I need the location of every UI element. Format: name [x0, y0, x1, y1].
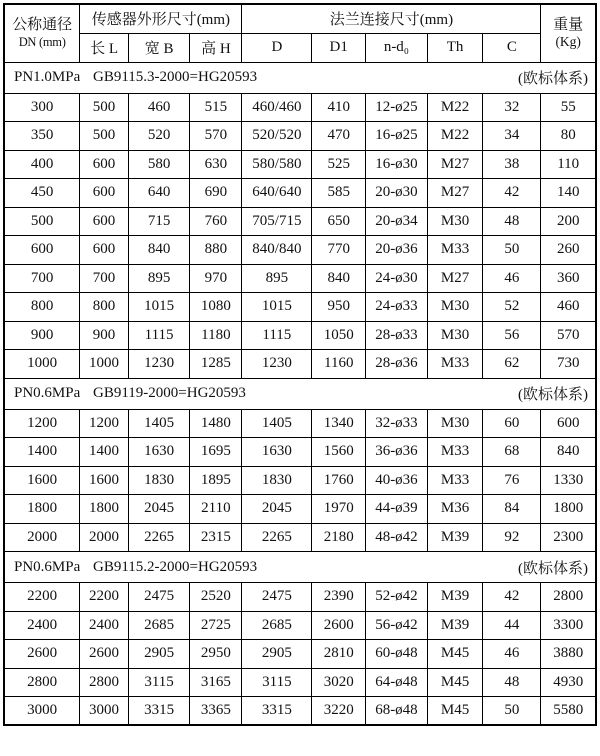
table-cell: 44: [483, 611, 541, 640]
table-cell: 46: [483, 640, 541, 669]
table-cell: M33: [427, 466, 483, 495]
table-row: [4, 207, 596, 236]
col-header-width-b: 宽 B: [128, 33, 190, 62]
table-cell: 3115: [128, 668, 190, 697]
table-row: [4, 640, 596, 669]
table-cell: 56: [483, 321, 541, 350]
table-cell: 62: [483, 350, 541, 379]
col-header-dn-title: 公称通径: [12, 17, 73, 34]
table-cell: 24-ø33: [366, 293, 428, 322]
table-cell: 900: [4, 321, 80, 350]
table-cell: 600: [80, 236, 129, 265]
table-cell: 1830: [242, 466, 312, 495]
table-cell: 16-ø30: [366, 150, 428, 179]
table-cell: 3220: [312, 697, 366, 726]
col-header-th: Th: [427, 33, 483, 62]
table-cell: 1405: [128, 409, 190, 438]
section-standard-code: GB9115.2-2000=HG20593: [93, 558, 258, 575]
col-header-weight-title: 重量: [553, 16, 584, 33]
table-cell: 55: [541, 93, 596, 122]
table-cell: 3880: [541, 640, 596, 669]
section-system-note: (欧标体系): [518, 560, 588, 577]
col-header-d1: D1: [312, 33, 366, 62]
table-row: [4, 350, 596, 379]
col-header-weight-unit: (Kg): [555, 34, 581, 50]
table-cell: 570: [190, 122, 242, 151]
table-cell: 2000: [80, 523, 129, 552]
table-cell: 28-ø33: [366, 321, 428, 350]
table-cell: 2180: [312, 523, 366, 552]
table-cell: 5580: [541, 697, 596, 726]
table-row: [4, 179, 596, 208]
section-system-note: (欧标体系): [518, 71, 588, 87]
table-cell: 3165: [190, 668, 242, 697]
table-cell: 700: [4, 264, 80, 293]
table-cell: 410: [312, 93, 366, 122]
table-cell: 500: [4, 207, 80, 236]
table-cell: 20-ø34: [366, 207, 428, 236]
table-cell: 2905: [242, 640, 312, 669]
table-cell: 600: [80, 150, 129, 179]
section-header-row: [4, 62, 596, 93]
table-cell: 1760: [312, 466, 366, 495]
table-cell: 36-ø36: [366, 438, 428, 467]
table-cell: 56-ø42: [366, 611, 428, 640]
table-row: [4, 236, 596, 265]
table-row: [4, 264, 596, 293]
table-row: [4, 409, 596, 438]
table-cell: 2400: [4, 611, 80, 640]
table-cell: 2300: [541, 523, 596, 552]
table-cell: 460: [128, 93, 190, 122]
table-cell: 3000: [80, 697, 129, 726]
col-header-dn: [4, 4, 80, 62]
table-cell: M36: [427, 495, 483, 524]
table-cell: M33: [427, 350, 483, 379]
section-header-cell: [4, 378, 596, 409]
table-cell: 260: [541, 236, 596, 265]
table-cell: 500: [80, 122, 129, 151]
section-pressure-rating: PN1.0MPa: [14, 69, 81, 85]
table-cell: 470: [312, 122, 366, 151]
table-cell: 2200: [4, 583, 80, 612]
table-cell: 1480: [190, 409, 242, 438]
table-cell: 705/715: [242, 207, 312, 236]
table-cell: 68-ø48: [366, 697, 428, 726]
table-cell: 1330: [541, 466, 596, 495]
table-row: [4, 668, 596, 697]
table-cell: 60: [483, 409, 541, 438]
table-cell: 1000: [80, 350, 129, 379]
table-cell: 1340: [312, 409, 366, 438]
table-cell: 1015: [128, 293, 190, 322]
table-cell: 585: [312, 179, 366, 208]
table-cell: 1180: [190, 321, 242, 350]
table-cell: 2200: [80, 583, 129, 612]
table-cell: 12-ø25: [366, 93, 428, 122]
table-cell: 64-ø48: [366, 668, 428, 697]
table-cell: 34: [483, 122, 541, 151]
table-cell: 200: [541, 207, 596, 236]
table-cell: 2800: [541, 583, 596, 612]
table-cell: 1695: [190, 438, 242, 467]
table-cell: 1560: [312, 438, 366, 467]
table-cell: 4930: [541, 668, 596, 697]
section-standard-code: GB9115.3-2000=HG20593: [93, 69, 258, 85]
table-cell: 1600: [4, 466, 80, 495]
table-cell: 600: [80, 207, 129, 236]
table-cell: 840: [128, 236, 190, 265]
table-cell: 450: [4, 179, 80, 208]
table-cell: 16-ø25: [366, 122, 428, 151]
table-cell: 525: [312, 150, 366, 179]
table-cell: 28-ø36: [366, 350, 428, 379]
table-cell: 715: [128, 207, 190, 236]
table-cell: 700: [80, 264, 129, 293]
table-cell: 42: [483, 179, 541, 208]
table-cell: 730: [541, 350, 596, 379]
table-cell: 800: [4, 293, 80, 322]
table-cell: 2475: [242, 583, 312, 612]
table-cell: 2600: [312, 611, 366, 640]
table-cell: 1200: [4, 409, 80, 438]
table-row: [4, 150, 596, 179]
table-cell: M27: [427, 264, 483, 293]
table-cell: 640: [128, 179, 190, 208]
col-header-height-h: 高 H: [190, 33, 242, 62]
col-header-dn-unit: DN (mm): [18, 34, 66, 49]
col-header-n-d0: n-d₀: [366, 33, 428, 62]
section-header-cell: [4, 552, 596, 583]
table-cell: 640/640: [242, 179, 312, 208]
table-cell: 1230: [242, 350, 312, 379]
table-cell: 895: [128, 264, 190, 293]
table-header: [4, 4, 596, 62]
table-cell: 840/840: [242, 236, 312, 265]
table-cell: 2800: [80, 668, 129, 697]
col-group-flange-dimensions: 法兰连接尺寸(mm): [242, 4, 541, 33]
col-group-sensor-dimensions: 传感器外形尺寸(mm): [80, 4, 242, 33]
table-cell: 2600: [4, 640, 80, 669]
table-cell: 2400: [80, 611, 129, 640]
table-cell: 1050: [312, 321, 366, 350]
table-row: [4, 293, 596, 322]
table-cell: 895: [242, 264, 312, 293]
table-cell: 2725: [190, 611, 242, 640]
table-cell: 770: [312, 236, 366, 265]
table-row: [4, 523, 596, 552]
table-cell: 2265: [128, 523, 190, 552]
table-row: [4, 495, 596, 524]
table-cell: 48-ø42: [366, 523, 428, 552]
table-cell: 1230: [128, 350, 190, 379]
table-cell: 2800: [4, 668, 80, 697]
table-cell: M22: [427, 122, 483, 151]
table-cell: 600: [4, 236, 80, 265]
table-cell: 50: [483, 697, 541, 726]
section-pressure-rating: PN0.6MPa: [14, 558, 81, 575]
table-cell: 1080: [190, 293, 242, 322]
table-cell: 1405: [242, 409, 312, 438]
table-cell: 20-ø30: [366, 179, 428, 208]
col-header-d: D: [242, 33, 312, 62]
table-cell: 1970: [312, 495, 366, 524]
section-pressure-rating: PN0.6MPa: [14, 385, 81, 401]
table-cell: 1800: [4, 495, 80, 524]
table-cell: 68: [483, 438, 541, 467]
table-cell: 40-ø36: [366, 466, 428, 495]
table-cell: 1000: [4, 350, 80, 379]
table-cell: 24-ø30: [366, 264, 428, 293]
table-cell: 3315: [242, 697, 312, 726]
table-cell: 2950: [190, 640, 242, 669]
table-cell: 52-ø42: [366, 583, 428, 612]
table-cell: 38: [483, 150, 541, 179]
table-cell: M45: [427, 697, 483, 726]
col-header-length-l: 长 L: [80, 33, 129, 62]
table-cell: 600: [541, 409, 596, 438]
table-cell: 1160: [312, 350, 366, 379]
table-cell: 3300: [541, 611, 596, 640]
table-cell: 3020: [312, 668, 366, 697]
table-cell: M33: [427, 236, 483, 265]
table-cell: 2685: [128, 611, 190, 640]
table-cell: 84: [483, 495, 541, 524]
table-cell: M45: [427, 640, 483, 669]
table-cell: 2045: [128, 495, 190, 524]
table-cell: 460/460: [242, 93, 312, 122]
table-cell: 2520: [190, 583, 242, 612]
table-cell: 140: [541, 179, 596, 208]
table-cell: 580: [128, 150, 190, 179]
table-cell: 880: [190, 236, 242, 265]
table-cell: 630: [190, 150, 242, 179]
table-cell: 1285: [190, 350, 242, 379]
table-cell: 1895: [190, 466, 242, 495]
table-cell: 1200: [80, 409, 129, 438]
table-cell: 52: [483, 293, 541, 322]
table-cell: M27: [427, 150, 483, 179]
table-cell: M45: [427, 668, 483, 697]
table-cell: 1400: [80, 438, 129, 467]
table-cell: 690: [190, 179, 242, 208]
table-cell: 2475: [128, 583, 190, 612]
table-cell: 3115: [242, 668, 312, 697]
table-cell: 2000: [4, 523, 80, 552]
table-cell: M27: [427, 179, 483, 208]
table-cell: 600: [80, 179, 129, 208]
table-cell: 2905: [128, 640, 190, 669]
table-cell: 20-ø36: [366, 236, 428, 265]
table-cell: 32: [483, 93, 541, 122]
table-cell: 32-ø33: [366, 409, 428, 438]
table-cell: 350: [4, 122, 80, 151]
table-cell: 1400: [4, 438, 80, 467]
table-row: [4, 466, 596, 495]
table-cell: 3315: [128, 697, 190, 726]
table-cell: 46: [483, 264, 541, 293]
table-cell: 76: [483, 466, 541, 495]
table-cell: 570: [541, 321, 596, 350]
table-cell: 950: [312, 293, 366, 322]
section-standard-code: GB9119-2000=HG20593: [93, 385, 246, 401]
table-row: [4, 611, 596, 640]
table-row: [4, 438, 596, 467]
table-cell: 840: [541, 438, 596, 467]
table-cell: 2265: [242, 523, 312, 552]
table-row: [4, 697, 596, 726]
section-header-row: [4, 378, 596, 409]
table-cell: 1830: [128, 466, 190, 495]
table-cell: 300: [4, 93, 80, 122]
table-cell: 900: [80, 321, 129, 350]
table-cell: 2045: [242, 495, 312, 524]
table-cell: 1800: [541, 495, 596, 524]
table-cell: 1630: [128, 438, 190, 467]
table-cell: 80: [541, 122, 596, 151]
col-header-weight: [541, 4, 596, 62]
table-row: [4, 583, 596, 612]
table-cell: 1115: [128, 321, 190, 350]
table-cell: M39: [427, 611, 483, 640]
table-cell: M30: [427, 321, 483, 350]
table-cell: M22: [427, 93, 483, 122]
table-cell: M30: [427, 293, 483, 322]
table-cell: M33: [427, 438, 483, 467]
table-cell: 1015: [242, 293, 312, 322]
table-cell: 580/580: [242, 150, 312, 179]
table-cell: M39: [427, 523, 483, 552]
table-body: [4, 62, 596, 725]
table-cell: 2600: [80, 640, 129, 669]
col-header-c: C: [483, 33, 541, 62]
table-cell: 1630: [242, 438, 312, 467]
table-cell: 48: [483, 207, 541, 236]
table-cell: 2685: [242, 611, 312, 640]
table-cell: 500: [80, 93, 129, 122]
section-header-cell: [4, 62, 596, 93]
table-cell: 360: [541, 264, 596, 293]
section-header-row: [4, 552, 596, 583]
table-cell: 2390: [312, 583, 366, 612]
table-cell: 48: [483, 668, 541, 697]
table-cell: 44-ø39: [366, 495, 428, 524]
flange-dimension-table: [3, 3, 597, 726]
table-cell: 1800: [80, 495, 129, 524]
table-cell: 460: [541, 293, 596, 322]
table-cell: 110: [541, 150, 596, 179]
table-cell: 60-ø48: [366, 640, 428, 669]
table-cell: 2810: [312, 640, 366, 669]
table-cell: 520: [128, 122, 190, 151]
table-cell: 650: [312, 207, 366, 236]
table-cell: 1115: [242, 321, 312, 350]
table-cell: 515: [190, 93, 242, 122]
table-cell: 2315: [190, 523, 242, 552]
table-cell: 970: [190, 264, 242, 293]
table-cell: 3000: [4, 697, 80, 726]
table-cell: 50: [483, 236, 541, 265]
table-cell: 520/520: [242, 122, 312, 151]
table-cell: 800: [80, 293, 129, 322]
table-cell: 760: [190, 207, 242, 236]
section-system-note: (欧标体系): [518, 387, 588, 403]
table-cell: 1600: [80, 466, 129, 495]
table-cell: M39: [427, 583, 483, 612]
table-row: [4, 321, 596, 350]
table-cell: 92: [483, 523, 541, 552]
table-cell: 400: [4, 150, 80, 179]
table-cell: 2110: [190, 495, 242, 524]
table-row: [4, 93, 596, 122]
table-row: [4, 122, 596, 151]
table-cell: 42: [483, 583, 541, 612]
table-cell: M30: [427, 409, 483, 438]
table-cell: 3365: [190, 697, 242, 726]
table-cell: M30: [427, 207, 483, 236]
table-cell: 840: [312, 264, 366, 293]
